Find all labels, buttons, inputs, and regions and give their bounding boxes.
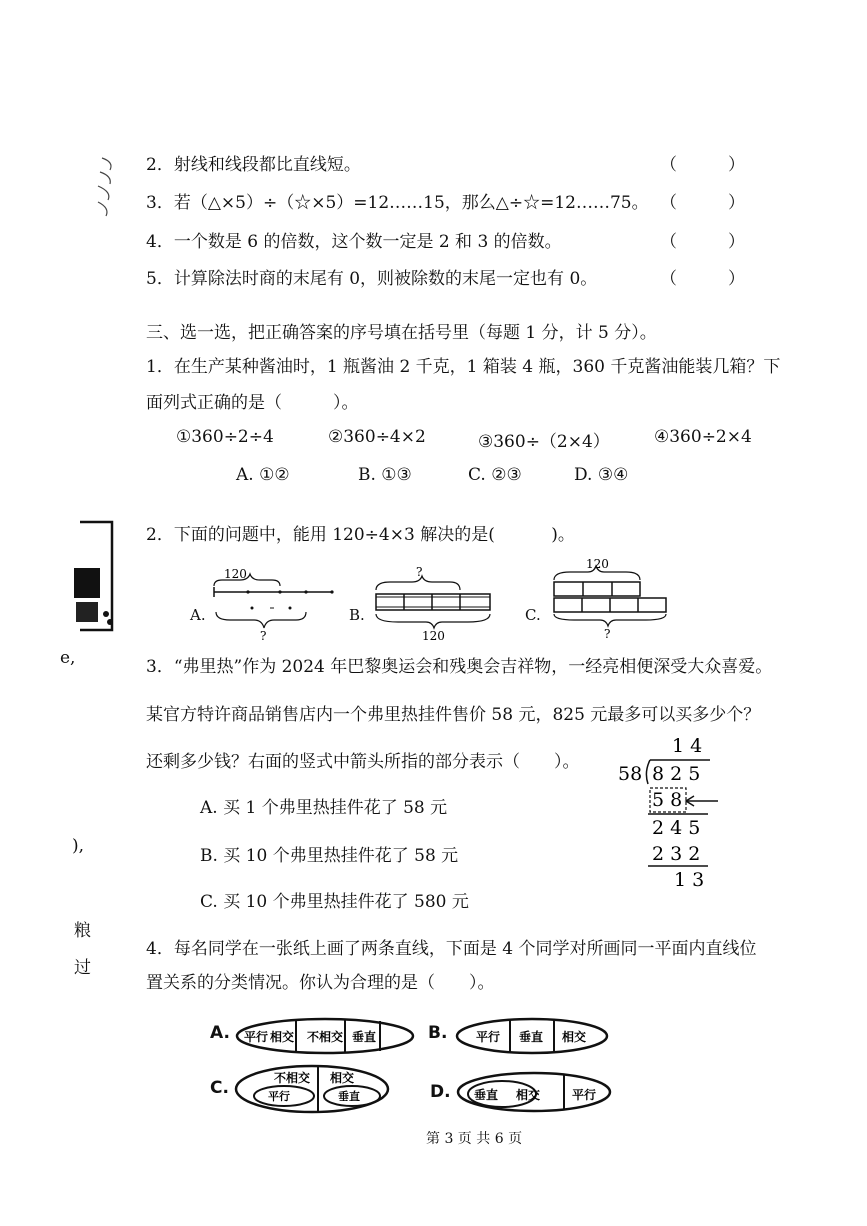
margin-fragment: ), xyxy=(72,836,85,856)
long-division xyxy=(612,730,724,896)
oval-part: 平行 xyxy=(268,1090,290,1103)
oval-diagram-b xyxy=(454,1016,610,1056)
option-c[interactable]: C. 买 10 个弗里热挂件花了 580 元 xyxy=(200,892,469,912)
oval-diagram-c xyxy=(232,1062,392,1114)
option-a[interactable]: A. 买 1 个弗里热挂件花了 58 元 xyxy=(200,798,448,818)
expression: ②360÷4×2 xyxy=(328,427,426,447)
question-text: 面列式正确的是（ ）。 xyxy=(146,393,359,413)
oval-part: 相交 xyxy=(270,1030,295,1044)
margin-binding-marks xyxy=(92,152,122,232)
option-b-label[interactable]: B. xyxy=(349,606,365,624)
oval-part: 垂直 xyxy=(519,1030,544,1044)
diagram-b-num: 120 xyxy=(422,629,445,642)
option-c-label[interactable]: C. xyxy=(210,1078,229,1098)
answer-blank[interactable]: （ ） xyxy=(660,155,745,175)
oval-part: 相交 xyxy=(562,1030,587,1044)
judge-item: 3．若（△×5）÷（☆×5）=12……15，那么△÷☆=12……75。 xyxy=(146,193,649,213)
diagram-b xyxy=(368,560,498,642)
oval-part: 平行 xyxy=(572,1088,597,1102)
question-text: 某官方特许商品销售店内一个弗里热挂件售价 58 元，825 元最多可以买多少个？ xyxy=(146,705,761,725)
option-a-label[interactable]: A. xyxy=(210,1023,230,1043)
product-step: 5 8 xyxy=(652,789,683,811)
oval-part: 相交 xyxy=(516,1088,541,1102)
answer-blank[interactable]: （ ） xyxy=(660,232,745,252)
page-footer: 第 3 页 共 6 页 xyxy=(426,1131,523,1147)
oval-diagram-d xyxy=(454,1070,614,1114)
option-a-label[interactable]: A. xyxy=(190,606,206,624)
product-step: 2 3 2 xyxy=(652,843,701,865)
oval-diagram-a xyxy=(234,1016,416,1056)
option-b[interactable]: B. ①③ xyxy=(358,465,412,485)
diagram-a-num: 120 xyxy=(224,567,247,581)
question-text: 4．每名同学在一张纸上画了两条直线，下面是 4 个同学对所画同一平面内直线位 xyxy=(146,939,757,959)
partial-dividend: 2 4 5 xyxy=(652,817,701,839)
judge-item: 2．射线和线段都比直线短。 xyxy=(146,155,361,175)
diagram-c-num: 120 xyxy=(586,557,609,571)
answer-blank[interactable]: （ ） xyxy=(660,193,745,213)
margin-seal-icon xyxy=(60,518,120,636)
expression: ①360÷2÷4 xyxy=(176,427,274,447)
quotient: 1 4 xyxy=(672,735,703,757)
remainder: 1 3 xyxy=(674,869,705,891)
diagram-a xyxy=(210,560,340,642)
expression: ④360÷2×4 xyxy=(654,427,752,447)
margin-fragment: 粮 xyxy=(74,921,91,941)
judge-item: 4．一个数是 6 的倍数，这个数一定是 2 和 3 的倍数。 xyxy=(146,232,562,252)
margin-fragment: 过 xyxy=(74,958,91,978)
question-text: 3．“弗里热”作为 2024 年巴黎奥运会和残奥会吉祥物，一经亮相便深受大众喜爱。 xyxy=(146,657,773,677)
option-a[interactable]: A. ①② xyxy=(236,465,290,485)
question-text: 置关系的分类情况。你认为合理的是（ ）。 xyxy=(146,973,495,993)
question-text: 还剩多少钱？右面的竖式中箭头所指的部分表示（ ）。 xyxy=(146,752,580,772)
margin-fragment: e, xyxy=(60,648,76,668)
question-text: 1．在生产某种酱油时，1 瓶酱油 2 千克，1 箱装 4 瓶，360 千克酱油能装几箱？下 xyxy=(146,357,781,377)
diagram-c xyxy=(548,554,670,642)
judge-item: 5．计算除法时商的末尾有 0，则被除数的末尾一定也有 0。 xyxy=(146,269,598,289)
dividend: 8 2 5 xyxy=(652,763,701,785)
option-d[interactable]: D. ③④ xyxy=(574,465,629,485)
diagram-c-question: ? xyxy=(604,627,611,641)
oval-part: 平行 xyxy=(244,1030,269,1044)
option-b-label[interactable]: B. xyxy=(428,1023,448,1043)
oval-part: 垂直 xyxy=(338,1090,360,1103)
answer-blank[interactable]: （ ） xyxy=(660,269,745,289)
oval-part: 垂直 xyxy=(474,1088,499,1102)
option-d-label[interactable]: D. xyxy=(430,1082,451,1102)
oval-part: 不相交 xyxy=(307,1030,344,1044)
oval-part: 平行 xyxy=(476,1030,501,1044)
option-c-label[interactable]: C. xyxy=(525,606,541,624)
diagram-a-question: ? xyxy=(260,629,267,642)
divisor: 58 xyxy=(618,763,643,785)
oval-part: 相交 xyxy=(330,1071,355,1085)
oval-part: 垂直 xyxy=(352,1030,377,1044)
option-c[interactable]: C. ②③ xyxy=(468,465,522,485)
section-title: 三、选一选，把正确答案的序号填在括号里（每题 1 分，计 5 分）。 xyxy=(146,323,657,343)
question-text: 2．下面的问题中，能用 120÷4×3 解决的是( )。 xyxy=(146,525,575,545)
diagram-b-question: ? xyxy=(416,565,423,579)
oval-part: 不相交 xyxy=(274,1071,311,1085)
option-b[interactable]: B. 买 10 个弗里热挂件花了 58 元 xyxy=(200,846,459,866)
expression: ③360÷（2×4） xyxy=(478,432,610,452)
